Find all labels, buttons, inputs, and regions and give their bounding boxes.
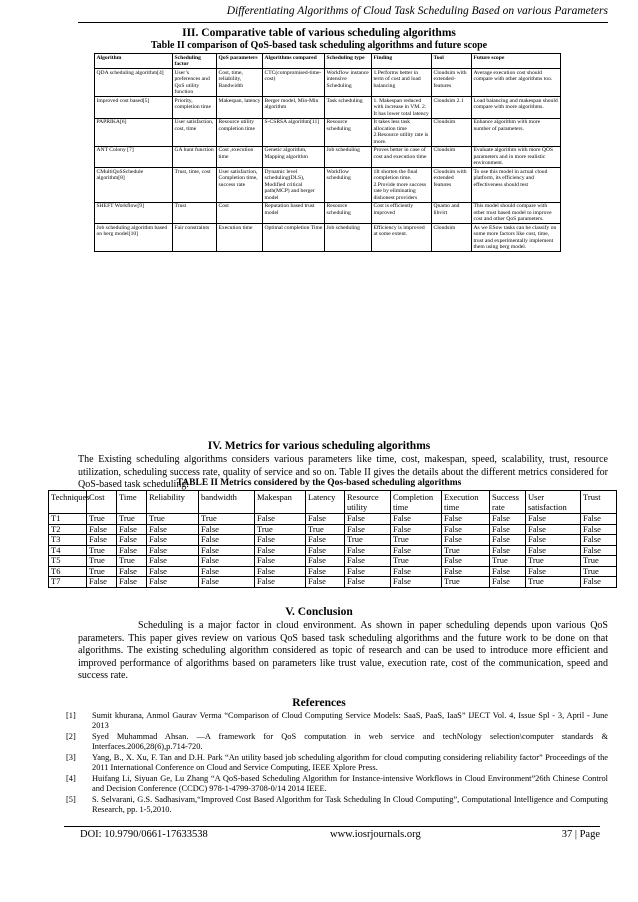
table-cell: False [442, 566, 490, 577]
col-header: Future scope [472, 54, 561, 69]
table-cell: GA hunt function [173, 146, 217, 168]
table-cell: Execution time [217, 224, 263, 252]
comparison-header-row [95, 54, 561, 69]
table-cell: Load balancing and makespan should compare with more algorithms. [472, 97, 561, 119]
header-rule [78, 22, 608, 23]
table-cell: To use this model in actual cloud platform, its efficiency and effectiveness should test [472, 168, 561, 203]
table-cell: True [87, 556, 117, 567]
section-4-title: IV. Metrics for various scheduling algorithms [207, 440, 431, 452]
table-row [95, 69, 561, 97]
table-cell: Cost, time, reliability, Bandwidth [217, 69, 263, 97]
table-row [95, 168, 561, 203]
table-cell: True [117, 556, 147, 567]
table-cell: Task scheduling [325, 97, 372, 119]
reference-number: [4] [66, 774, 76, 783]
table-row [95, 146, 561, 168]
table-cell: T3 [49, 535, 87, 546]
table-cell: Berger model, Min-Min algorithm [263, 97, 325, 119]
table-cell: False [87, 577, 117, 588]
table-cell: False [391, 514, 442, 525]
table-cell: Proves better in case of cost and execution time [372, 146, 432, 168]
table-cell: False [306, 566, 345, 577]
table-cell: False [199, 566, 255, 577]
table-cell: Workflow scheduling [325, 168, 372, 203]
table-cell: False [306, 577, 345, 588]
table-cell: ANT Colony [7] [95, 146, 173, 168]
reference-number: [2] [66, 732, 76, 741]
section-5-title: V. Conclusion [285, 606, 353, 618]
table-cell: True [526, 556, 581, 567]
reference-number: [5] [66, 795, 76, 804]
col-header: Scheduling type [325, 54, 372, 69]
table-row [95, 202, 561, 224]
table-cell: False [87, 535, 117, 546]
table-cell: 1.Performs better in term of cost and load balancing [372, 69, 432, 97]
col-header: Time [117, 491, 147, 514]
table-row [95, 97, 561, 119]
table-cell: User satisfaction, Completion time, success rate [217, 168, 263, 203]
table-cell: T5 [49, 556, 87, 567]
footer-doi: DOI: 10.9790/0661-17633538 [80, 829, 208, 840]
col-header: Resource utility [345, 491, 391, 514]
comparison-table-title: Table II comparison of QoS-based task scheduling algorithms and future scope [150, 40, 488, 51]
references-list [66, 711, 608, 816]
running-header: Differentiating Algorithms of Cloud Task Scheduling Based on various Parameters [226, 5, 608, 17]
col-header: Success rate [490, 491, 526, 514]
table-cell: This model should compare with other trust based model to improve cost and other QoS parameters. [472, 202, 561, 224]
table-cell: False [199, 524, 255, 535]
table-cell: True [345, 535, 391, 546]
table-cell: Cloudsim 2.1 [432, 97, 472, 119]
table-cell: False [345, 566, 391, 577]
reference-item [66, 795, 608, 815]
table-cell: False [147, 556, 199, 567]
table-cell: PAPRIKA[6] [95, 118, 173, 146]
table-cell: True [490, 556, 526, 567]
metrics-table-title: TABLE II Metrics considered by the Qos-based scheduling algorithms [176, 478, 462, 488]
table-cell: True [442, 577, 490, 588]
table-cell: False [391, 545, 442, 556]
section-3-title: III. Comparative table of various scheduling algorithms [182, 27, 456, 39]
table-cell: False [306, 514, 345, 525]
table-cell: True [391, 556, 442, 567]
col-header: Execution time [442, 491, 490, 514]
table-cell: Cloudsim with extended-features [432, 69, 472, 97]
table-cell: Reputation based trust model [263, 202, 325, 224]
table-cell: T1 [49, 514, 87, 525]
table-cell: False [490, 577, 526, 588]
table-row [49, 514, 617, 525]
col-header: Scheduling factor [173, 54, 217, 69]
table-cell: False [255, 545, 306, 556]
table-cell: False [442, 556, 490, 567]
table-cell: False [526, 535, 581, 546]
reference-item [66, 711, 608, 731]
table-cell: False [147, 535, 199, 546]
comparison-table [94, 53, 561, 252]
table-cell: SHEFT Workflow[9] [95, 202, 173, 224]
reference-item [66, 774, 608, 794]
table-cell: False [581, 535, 617, 546]
table-cell: False [345, 524, 391, 535]
table-cell: True [581, 556, 617, 567]
col-header: Finding [372, 54, 432, 69]
col-header: Completion time [391, 491, 442, 514]
table-cell: False [199, 556, 255, 567]
table-cell: False [306, 545, 345, 556]
table-cell: False [117, 524, 147, 535]
table-cell: Qnamo and libvirt [432, 202, 472, 224]
table-cell: False [117, 545, 147, 556]
table-cell: False [199, 535, 255, 546]
table-cell: 1It shorten the final completion time. 2.Provide more success rate by eliminating dishonest providers [372, 168, 432, 203]
table-cell: False [255, 535, 306, 546]
table-cell: Cloudsim with extended features [432, 168, 472, 203]
table-cell: False [581, 545, 617, 556]
table-cell: False [442, 524, 490, 535]
table-cell: False [147, 545, 199, 556]
table-cell: Job scheduling [325, 146, 372, 168]
table-cell: True [391, 535, 442, 546]
table-cell: False [117, 566, 147, 577]
table-cell: Cloudsim [432, 118, 472, 146]
table-cell: False [526, 545, 581, 556]
section-5-paragraph: Scheduling is a major factor in cloud environment. As shown in paper scheduling depends upon various QoS parameters. This paper gives review on various QoS based task scheduling algorithms and the future work to be done on that algorithms. The existing scheduling algorithm considered as topic of research and can be used to introduce more efficient and improved performance of algorithms based on parameters like trust value, execution rate, cost of the communication, speed and success rate. [78, 620, 608, 681]
table-cell: True [87, 514, 117, 525]
table-cell: False [199, 545, 255, 556]
table-cell: Trust [173, 202, 217, 224]
table-cell: False [442, 514, 490, 525]
table-cell: T2 [49, 524, 87, 535]
table-cell: False [345, 556, 391, 567]
reference-text: Sumit khurana, Anmol Gaurav Verma “Comparison of Cloud Computing Service Models: SaaS, PaaS, IaaS” IJECT Vol. 4, Issue Spl - 3, April - June 2013 [92, 711, 608, 730]
reference-number: [1] [66, 711, 76, 720]
table-cell: Job scheduling algorithm based on berg model[10] [95, 224, 173, 252]
col-header: QoS parameters [217, 54, 263, 69]
table-cell: False [345, 577, 391, 588]
table-cell: False [255, 514, 306, 525]
table-cell: True [255, 524, 306, 535]
table-cell: Average execution cost should compare with other algorithms too. [472, 69, 561, 97]
table-cell: Improved cost based[5] [95, 97, 173, 119]
table-cell: S-CSRSA algorithm[11] [263, 118, 325, 146]
col-header: bandwidth [199, 491, 255, 514]
table-cell: Cost [217, 202, 263, 224]
table-row [49, 545, 617, 556]
table-cell: Trust, time, cost [173, 168, 217, 203]
metrics-table [48, 490, 617, 588]
table-cell: Enhance algorithm with more number of parameters. [472, 118, 561, 146]
col-header: Algorithms compared [263, 54, 325, 69]
table-cell: Evaluate algorithm with more QOS parameters and in more realistic environment. [472, 146, 561, 168]
col-header: Algorithm [95, 54, 173, 69]
col-header: Latency [306, 491, 345, 514]
table-cell: False [147, 577, 199, 588]
col-header: Makespan [255, 491, 306, 514]
table-cell: As we ESow tasks can be classify on some more factors like cost, time, trust and experimentally implement them using berg model. [472, 224, 561, 252]
table-cell: False [255, 577, 306, 588]
table-cell: False [526, 524, 581, 535]
reference-item [66, 732, 608, 752]
table-cell: False [345, 545, 391, 556]
table-cell: Fair constraints [173, 224, 217, 252]
footer-rule [64, 826, 600, 827]
reference-item [66, 753, 608, 773]
table-cell: False [391, 566, 442, 577]
table-row [49, 535, 617, 546]
table-cell: False [199, 577, 255, 588]
table-cell: Dynamic level scheduling(DLS), Modified critical path(MCP) and berger model [263, 168, 325, 203]
table-cell: False [87, 524, 117, 535]
reference-text: Syed Muhammad Ahsan. ―A framework for QoS computation in web service and techNology selection\computer standards & Interfaces.2006,28(6),p.714-720. [92, 732, 608, 751]
table-cell: True [199, 514, 255, 525]
table-cell: False [255, 556, 306, 567]
table-cell: False [490, 535, 526, 546]
metrics-header-row [49, 491, 617, 514]
col-header: Techniques [49, 491, 87, 514]
footer-page-number: 37 | Page [561, 829, 600, 840]
table-cell: False [581, 524, 617, 535]
table-cell: User satisfaction, cost, time [173, 118, 217, 146]
table-cell: User’s preferences and QoS utility function [173, 69, 217, 97]
table-cell: Efficiency is improved at some extent. [372, 224, 432, 252]
table-row [95, 224, 561, 252]
col-header: Trust [581, 491, 617, 514]
reference-number: [3] [66, 753, 76, 762]
table-cell: CTC(compromised-time-cost) [263, 69, 325, 97]
references-title: References [292, 697, 346, 709]
table-cell: Makespan, latency [217, 97, 263, 119]
table-cell: False [306, 556, 345, 567]
table-cell: Cloudsim [432, 146, 472, 168]
table-cell: False [117, 535, 147, 546]
table-cell: Resource utility completion time [217, 118, 263, 146]
col-header: Reliability [147, 491, 199, 514]
reference-text: S. Selvarani, G.S. Sadhasivam,“Improved Cost Based Algorithm for Task Scheduling In Cloud Computing”, Computational Intelligence and Computing Research, pp. 1-5,2010. [92, 795, 608, 814]
table-row [49, 577, 617, 588]
table-cell: True [147, 514, 199, 525]
table-cell: False [490, 566, 526, 577]
table-cell: 1. Makespan reduced with increase in VM. 2. It has lower total latency [372, 97, 432, 119]
table-cell: True [87, 566, 117, 577]
table-row [49, 566, 617, 577]
table-cell: False [345, 514, 391, 525]
table-cell: False [490, 514, 526, 525]
table-cell: True [526, 577, 581, 588]
table-cell: True [87, 545, 117, 556]
table-cell: T4 [49, 545, 87, 556]
table-cell: Cloudsim [432, 224, 472, 252]
table-cell: False [306, 535, 345, 546]
table-cell: False [391, 524, 442, 535]
table-cell: False [581, 577, 617, 588]
table-row [49, 524, 617, 535]
table-row [49, 556, 617, 567]
table-cell: True [581, 566, 617, 577]
table-cell: CMultiQoSSchedule algorithm[8] [95, 168, 173, 203]
table-cell: Resource scheduling [325, 202, 372, 224]
table-cell: Cost ,execution time [217, 146, 263, 168]
table-cell: Job scheduling [325, 224, 372, 252]
table-cell: False [490, 545, 526, 556]
table-cell: False [147, 524, 199, 535]
table-cell: Genetic algorithm, Mapping algorithm [263, 146, 325, 168]
col-header: User satisfaction [526, 491, 581, 514]
col-header: Tool [432, 54, 472, 69]
table-cell: False [526, 514, 581, 525]
table-cell: False [255, 566, 306, 577]
col-header: Cost [87, 491, 117, 514]
table-cell: Cost is efficiently improved [372, 202, 432, 224]
table-cell: False [526, 566, 581, 577]
table-cell: False [490, 524, 526, 535]
reference-text: Yang, B., X. Xu, F. Tan and D.H. Park “An utility based job scheduling algorithm for cloud computing considering reliability factor” Proceedings of the 2011 International Conference on Cloud and Service Computing, IEEE Xplore Press. [92, 753, 608, 772]
footer-site: www.iosrjournals.org [330, 829, 421, 840]
section-4-paragraph: The Existing scheduling algorithms considers various parameters like time, cost, makespan, speed, scalability, trust, resource utilization, scheduling success rate, quality of service and so on. Table II gives the details about the different metrics considered for QoS-based task scheduling. [78, 454, 608, 490]
table-cell: False [581, 514, 617, 525]
table-cell: False [117, 577, 147, 588]
table-cell: T7 [49, 577, 87, 588]
table-cell: True [306, 524, 345, 535]
table-row [95, 118, 561, 146]
table-cell: QDA scheduling algorithm[4] [95, 69, 173, 97]
table-cell: T6 [49, 566, 87, 577]
table-cell: Priority, completion time [173, 97, 217, 119]
table-cell: False [442, 535, 490, 546]
table-cell: True [442, 545, 490, 556]
table-cell: True [117, 514, 147, 525]
table-cell: Resource scheduling [325, 118, 372, 146]
table-cell: False [147, 566, 199, 577]
table-cell: It takes less task allocation time 2.Resource utility rate is more. [372, 118, 432, 146]
table-cell: False [391, 577, 442, 588]
table-cell: Workflow instance intensive Scheduling [325, 69, 372, 97]
reference-text: Huifang Li, Siyuan Ge, Lu Zhang “A QoS-based Scheduling Algorithm for Instance-intensive Workflows in Cloud Environment”26th Chinese Control and Decision Conference (CCDC) 978-1-4799-3708-0/14 2014 IEEE. [92, 774, 608, 793]
table-cell: Optimal completion Time [263, 224, 325, 252]
